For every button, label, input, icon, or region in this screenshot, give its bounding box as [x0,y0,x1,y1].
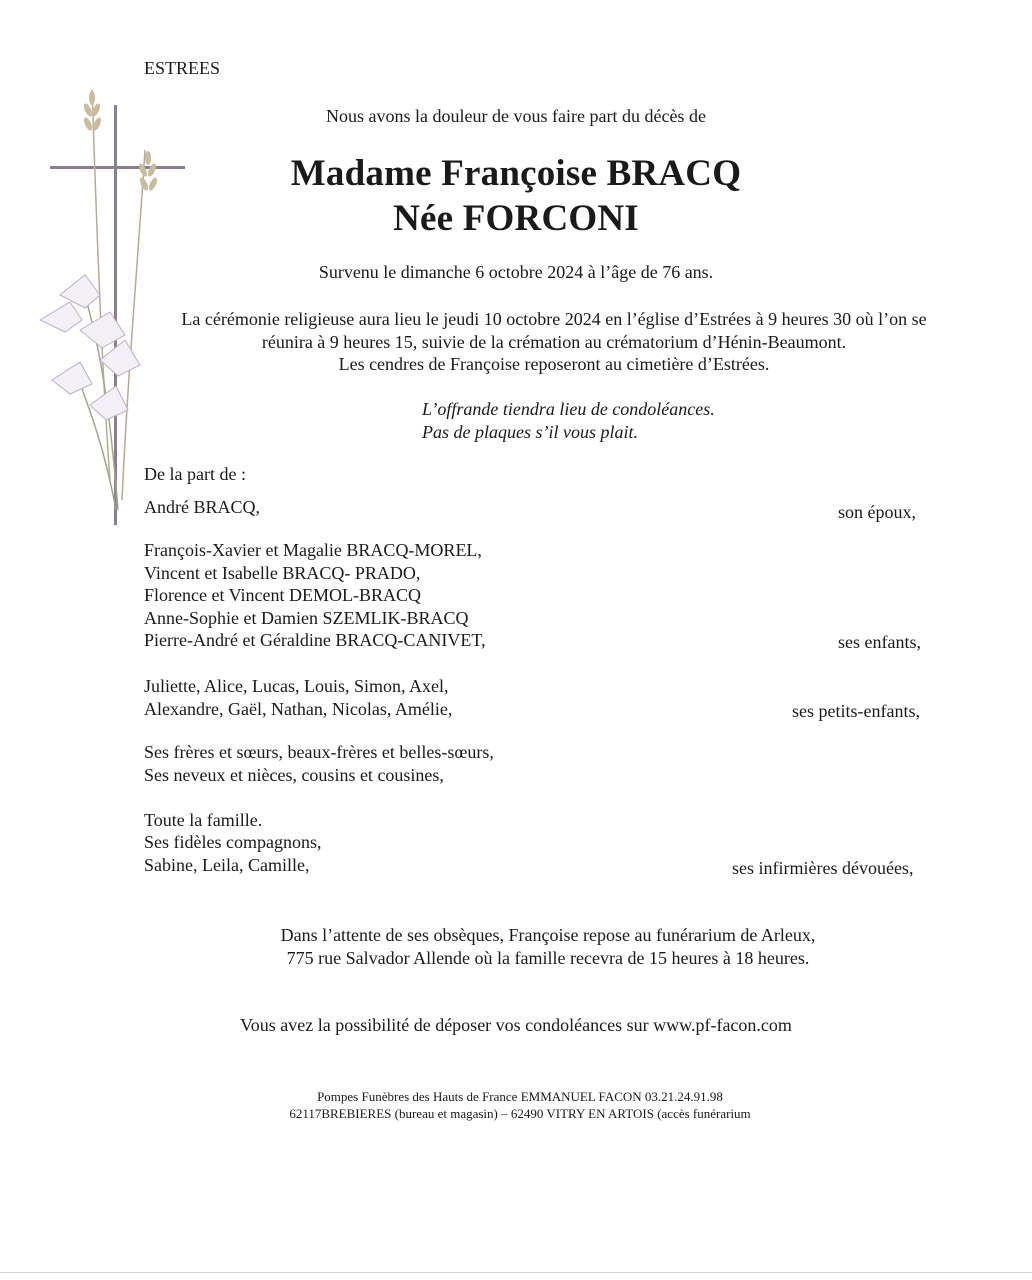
family-line: Sabine, Leila, Camille, [144,855,310,875]
family-line: Juliette, Alice, Lucas, Louis, Simon, Axel, [144,676,449,696]
footer-line: 62117BREBIERES (bureau et magasin) – 62490 VITRY EN ARTOIS (accès funérarium [289,1106,751,1121]
family-relation: ses petits-enfants, [792,701,920,721]
family-line: Vincent et Isabelle BRACQ- PRADO, [144,563,421,583]
family-relation: ses infirmières dévouées, [732,858,914,878]
family-line: Ses fidèles compagnons, [144,832,322,852]
note-line: L’offrande tiendra lieu de condoléances. [422,399,715,419]
intro-text: Nous avons la douleur de vous faire part du décès de [326,106,706,126]
funerarium-line: 775 rue Salvador Allende où la famille recevra de 15 heures à 18 heures. [286,948,810,968]
deceased-birth-name: Née FORCONI [393,198,639,239]
cross-lily-decoration-icon [30,80,200,530]
ceremony-line: Les cendres de Françoise reposeront au cimetière d’Estrées. [338,354,770,374]
place-header: ESTREES [144,58,221,78]
ceremony-line: La cérémonie religieuse aura lieu le jeudi 10 octobre 2024 en l’église d’Estrées à 9 heures 30 où l’on se [181,309,927,329]
footer-line: Pompes Funèbres des Hauts de France EMMANUEL FACON 03.21.24.91.98 [317,1089,723,1104]
note-line: Pas de plaques s’il vous plait. [422,422,638,442]
family-line: Florence et Vincent DEMOL-BRACQ [144,585,422,605]
from-label: De la part de : [144,464,246,484]
family-line: Pierre-André et Géraldine BRACQ-CANIVET, [144,630,486,650]
family-line: François-Xavier et Magalie BRACQ-MOREL, [144,540,482,560]
family-line: Toute la famille. [144,810,263,830]
family-line: Anne-Sophie et Damien SZEMLIK-BRACQ [144,608,469,628]
funerarium-line: Dans l’attente de ses obsèques, Françoise repose au funérarium de Arleux, [280,925,816,945]
family-line: Alexandre, Gaël, Nathan, Nicolas, Amélie, [144,699,453,719]
family-line: Ses neveux et nièces, cousins et cousines, [144,765,444,785]
family-relation: son époux, [838,502,916,522]
death-info: Survenu le dimanche 6 octobre 2024 à l’âge de 76 ans. [318,262,714,282]
family-line: André BRACQ, [144,497,260,517]
family-relation: ses enfants, [838,632,921,652]
condolences-text: Vous avez la possibilité de déposer vos condoléances sur www.pf-facon.com [240,1015,792,1035]
page-edge-divider [0,1272,1032,1273]
deceased-name: Madame Françoise BRACQ [290,153,742,194]
ceremony-line: réunira à 9 heures 15, suivie de la crémation au crématorium d’Hénin-Beaumont. [261,332,847,352]
family-line: Ses frères et sœurs, beaux-frères et belles-sœurs, [144,742,494,762]
